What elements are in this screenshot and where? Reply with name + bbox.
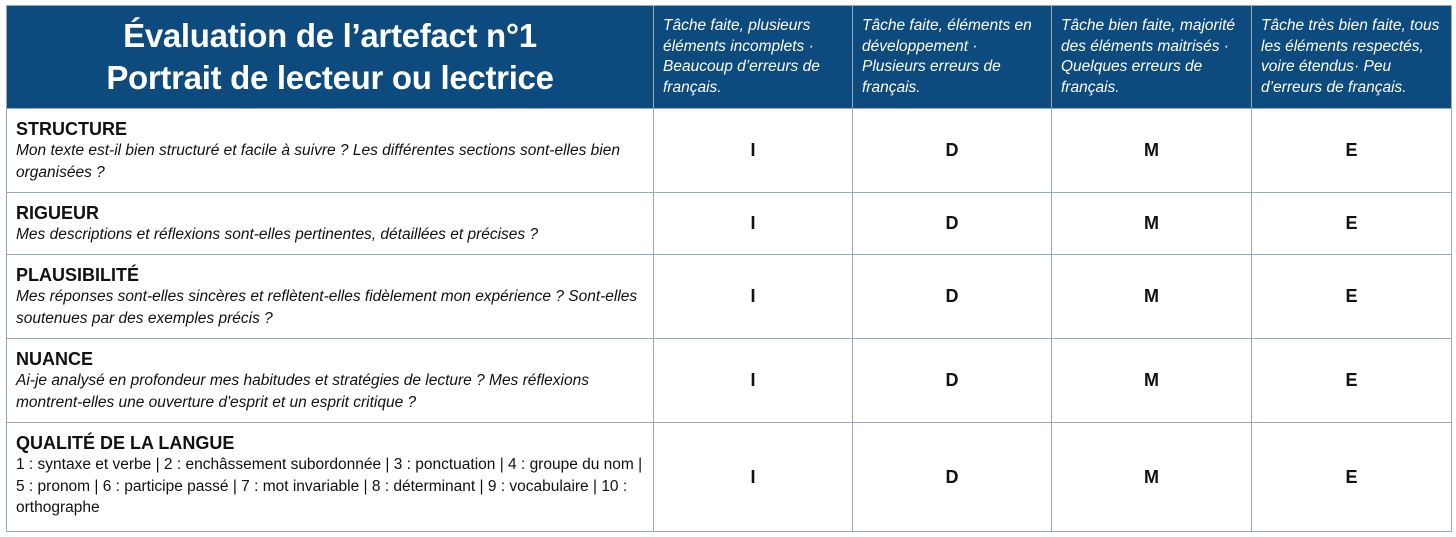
criterion-cell — [7, 255, 654, 339]
level-code-e[interactable]: E — [1252, 255, 1452, 339]
criterion-title: RIGUEUR — [16, 203, 100, 223]
criterion-description: Mes réponses sont-elles sincères et reflètent-elles fidèlement mon expérience ? Sont-elles soutenues par des exemples précis ? — [16, 288, 638, 327]
level-code-m[interactable]: M — [1052, 423, 1252, 532]
level-code-i[interactable]: I — [654, 255, 853, 339]
level-code-d[interactable]: D — [853, 193, 1052, 255]
level-code-d[interactable]: D — [853, 109, 1052, 193]
criterion-row-nuance — [7, 339, 1452, 423]
criterion-description: 1 : syntaxe et verbe | 2 : enchâssement subordonnée | 3 : ponctuation | 4 : groupe du nom | 5 : pronom | 6 : participe passé | 7 : mot invariable | 8 : déterminant | 9 : vocabulaire | 10 : orthographe — [16, 456, 643, 516]
level-code-e[interactable]: E — [1252, 339, 1452, 423]
level-code-e[interactable]: E — [1252, 109, 1452, 193]
criterion-cell — [7, 423, 654, 532]
level-code-d[interactable]: D — [853, 339, 1052, 423]
level-code-e[interactable]: E — [1252, 193, 1452, 255]
level-header-3: Tâche bien faite, majorité des éléments maitrisés · Quelques erreurs de français. — [1052, 6, 1252, 109]
level-code-i[interactable]: I — [654, 423, 853, 532]
level-header-2: Tâche faite, éléments en développement · Plusieurs erreurs de français. — [853, 6, 1052, 109]
title-line-1: Évaluation de l’artefact n°1 — [123, 17, 537, 54]
criterion-cell — [7, 109, 654, 193]
level-header-1: Tâche faite, plusieurs éléments incomplets · Beaucoup d’erreurs de français. — [654, 6, 853, 109]
criterion-title: STRUCTURE — [16, 119, 127, 139]
rubric-title — [7, 6, 654, 109]
criterion-title: QUALITÉ DE LA LANGUE — [16, 433, 235, 453]
criterion-description: Mon texte est-il bien structuré et facile à suivre ? Les différentes sections sont-elles bien organisées ? — [16, 142, 620, 181]
header-row — [7, 6, 1452, 109]
criterion-row-plausibilite — [7, 255, 1452, 339]
criterion-row-rigueur — [7, 193, 1452, 255]
criterion-row-qualite-langue — [7, 423, 1452, 532]
criterion-title: NUANCE — [16, 349, 94, 369]
level-code-e[interactable]: E — [1252, 423, 1452, 532]
level-header-4: Tâche très bien faite, tous les éléments respectés, voire étendus· Peu d’erreurs de français. — [1252, 6, 1452, 109]
title-line-2: Portrait de lecteur ou lectrice — [106, 59, 554, 96]
level-code-m[interactable]: M — [1052, 193, 1252, 255]
criterion-title: PLAUSIBILITÉ — [16, 265, 140, 285]
level-code-i[interactable]: I — [654, 109, 853, 193]
criterion-description: Mes descriptions et réflexions sont-elles pertinentes, détaillées et précises ? — [16, 226, 539, 243]
criterion-description: Ai-je analysé en profondeur mes habitudes et stratégies de lecture ? Mes réflexions montrent-elles une ouverture d'esprit et un esprit critique ? — [16, 372, 589, 411]
level-code-m[interactable]: M — [1052, 255, 1252, 339]
criterion-cell — [7, 193, 654, 255]
criterion-row-structure — [7, 109, 1452, 193]
level-code-d[interactable]: D — [853, 255, 1052, 339]
level-code-m[interactable]: M — [1052, 109, 1252, 193]
level-code-i[interactable]: I — [654, 339, 853, 423]
level-code-d[interactable]: D — [853, 423, 1052, 532]
level-code-m[interactable]: M — [1052, 339, 1252, 423]
criterion-cell — [7, 339, 654, 423]
evaluation-rubric-table — [6, 5, 1452, 532]
level-code-i[interactable]: I — [654, 193, 853, 255]
